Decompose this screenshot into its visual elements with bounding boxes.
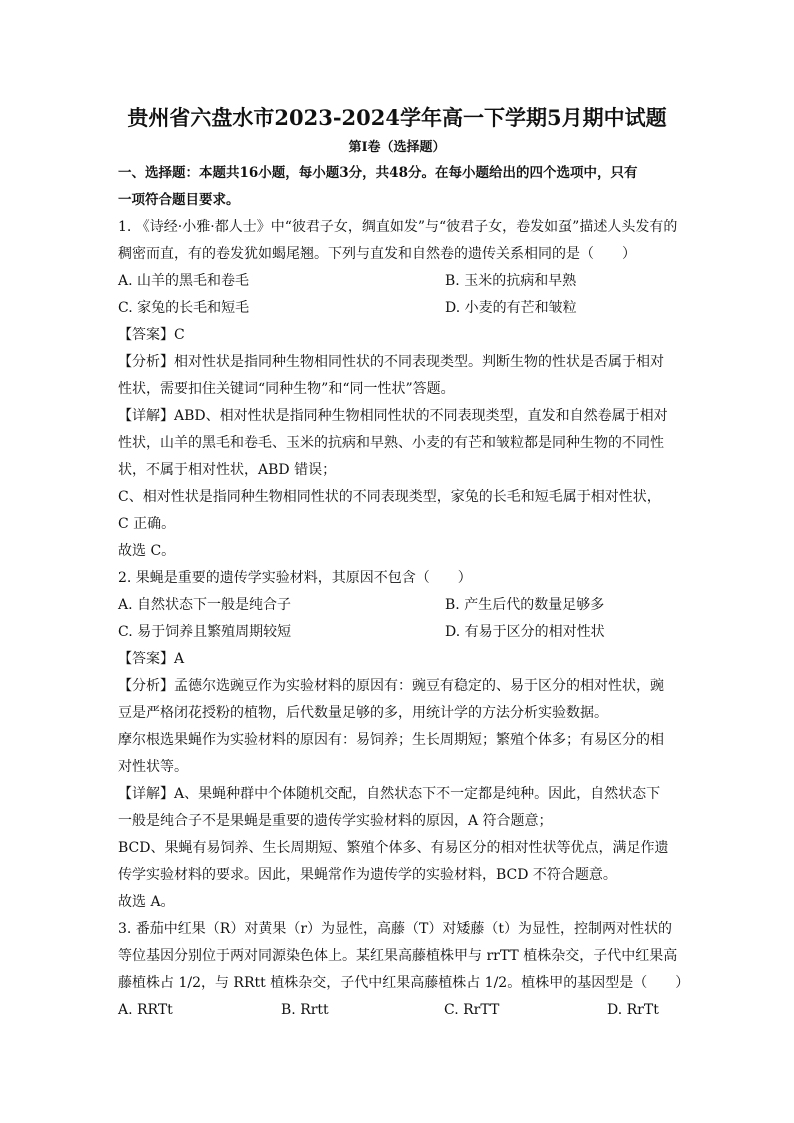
- option-c: C. 家兔的长毛和短毛: [118, 300, 250, 316]
- detail-line: C 正确。: [118, 516, 176, 532]
- question-stem: 2. 果蝇是重要的遗传学实验材料，其原因不包含（ ）: [118, 570, 472, 586]
- detail-line: BCD、果蝇有易饲养、生长周期短、繁殖个体多、有易区分的相对性状等优点，满足作遗: [118, 840, 669, 856]
- question-2: [118, 565, 678, 916]
- analysis-line: 性状，需要扣住关键词“同种生物”和“同一性状”答题。: [118, 381, 455, 397]
- detail-line: 【详解】ABD、相对性状是指同种生物相同性状的不同表现类型，直发和自然卷属于相对: [118, 408, 668, 424]
- analysis-line: 【分析】孟德尔选豌豆作为实验材料的原因有：豌豆有稳定的、易于区分的相对性状，豌: [118, 678, 664, 694]
- detail-line: 一般是纯合子不是果蝇是重要的遗传学实验材料的原因，A 符合题意；: [118, 813, 553, 829]
- answer: 【答案】A: [118, 651, 185, 667]
- question-1: [118, 214, 678, 565]
- question-stem: 1. 《诗经·小雅·都人士》中“彼君子女，绸直如发”与“彼君子女，卷发如虿”描述人头发有的: [118, 219, 678, 235]
- detail-line: 传学实验材料的要求。因此，果蝇常作为遗传学的实验材料，BCD 不符合题意。: [118, 867, 617, 883]
- page-title: 贵州省六盘水市2023-2024学年高一下学期5月期中试题: [127, 105, 667, 130]
- answer: 【答案】C: [118, 327, 185, 343]
- section-header-line: 一项符合题目要求。: [118, 192, 240, 208]
- question-stem: 等位基因分别位于两对同源染色体上。某红果高藤植株甲与 rrTT 植株杂交，子代中红果高: [118, 948, 678, 964]
- options-row: [118, 619, 678, 646]
- detail-line: 性状，山羊的黑毛和卷毛、玉米的抗病和早熟、小麦的有芒和皱粒都是同种生物的不同性: [118, 435, 664, 451]
- options-row: [118, 268, 678, 295]
- analysis-line: 豆是严格闭花授粉的植物，后代数量足够的多，用统计学的方法分析实验数据。: [118, 705, 608, 721]
- option-a: A. 山羊的黑毛和卷毛: [118, 273, 250, 289]
- option-c: C. RrTT: [444, 1002, 500, 1018]
- detail-line: 故选 C。: [118, 543, 176, 559]
- option-b: B. 产生后代的数量足够多: [445, 597, 605, 613]
- options-row: [118, 592, 678, 619]
- option-a: A. RRTt: [118, 1002, 173, 1018]
- detail-line: 【详解】A、果蝇种群中个体随机交配，自然状态下不一定都是纯种。因此，自然状态下: [118, 786, 661, 802]
- detail-line: 状，不属于相对性状，ABD 错误；: [118, 462, 337, 478]
- option-d: D. 有易于区分的相对性状: [445, 624, 605, 640]
- analysis-line: 对性状等。: [118, 759, 188, 775]
- option-a: A. 自然状态下一般是纯合子: [118, 597, 292, 613]
- question-stem: 3. 番茄中红果（R）对黄果（r）为显性，高藤（T）对矮藤（t）为显性，控制两对性状的: [118, 921, 673, 937]
- detail-line: 故选 A。: [118, 894, 175, 910]
- question-stem: 稠密而直，有的卷发犹如蝎尾翘。下列与直发和自然卷的遗传关系相同的是（ ）: [118, 246, 636, 262]
- option-d: D. RrTt: [607, 1002, 659, 1018]
- question-stem: 藤植株占 1/2，与 RRtt 植株杂交，子代中红果高藤植株占 1/2。植株甲的基因型是（ ）: [118, 975, 690, 991]
- section-subtitle: 第I卷（选择题）: [348, 140, 446, 155]
- option-d: D. 小麦的有芒和皱粒: [445, 300, 577, 316]
- options-row: [118, 295, 678, 322]
- option-b: B. 玉米的抗病和早熟: [445, 273, 577, 289]
- option-b: B. Rrtt: [281, 1002, 329, 1018]
- analysis-line: 【分析】相对性状是指同种生物相同性状的不同表现类型。判断生物的性状是否属于相对: [118, 354, 664, 370]
- question-3: [118, 916, 690, 1024]
- document-body: [118, 160, 690, 1024]
- analysis-line: 摩尔根选果蝇作为实验材料的原因有：易饲养；生长周期短；繁殖个体多；有易区分的相: [118, 732, 664, 748]
- options-row: [118, 997, 678, 1024]
- detail-line: C、相对性状是指同种生物相同性状的不同表现类型，家兔的长毛和短毛属于相对性状，: [118, 489, 661, 505]
- option-c: C. 易于饲养且繁殖周期较短: [118, 624, 292, 640]
- section-header-line: 一、选择题：本题共16小题，每小题3分，共48分。在每小题给出的四个选项中，只有: [118, 165, 638, 181]
